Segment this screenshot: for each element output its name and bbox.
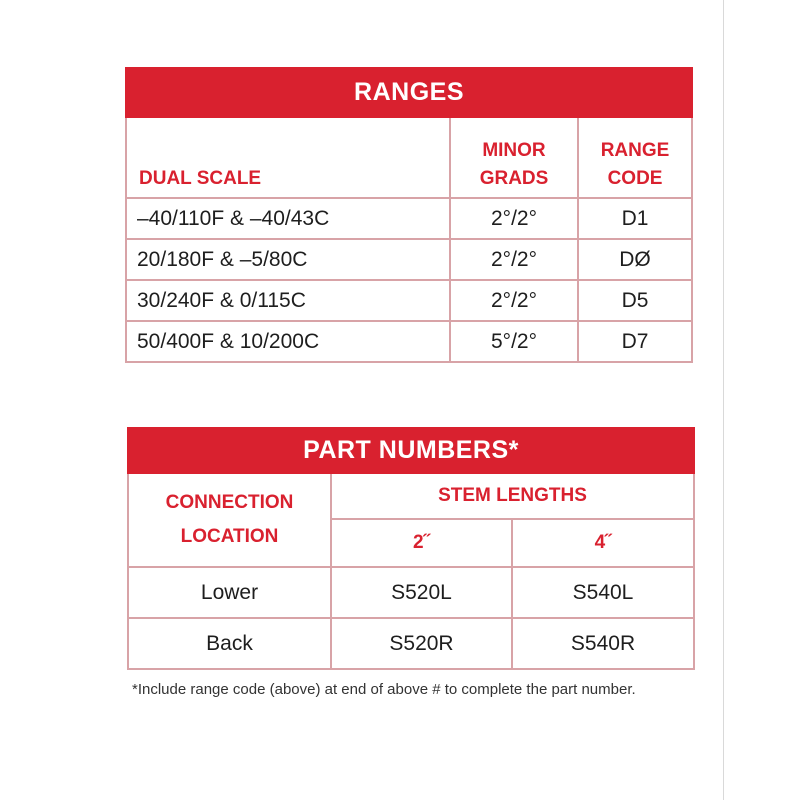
header-range-code [578,117,692,198]
header-stem-4: 4˝ [512,519,694,567]
dual-scale-cell: 50/400F & 10/200C [126,321,450,362]
part-number-cell: S520L [331,567,512,618]
part-numbers-header-row [128,473,694,519]
table-row [128,567,694,618]
header-range-code-line1: RANGE [600,140,670,161]
ranges-table [125,67,693,363]
ranges-title: RANGES [126,68,692,117]
table-row [126,198,692,239]
header-connection-line2: LOCATION [180,526,279,547]
header-connection-line1: CONNECTION [165,492,294,513]
part-numbers-table [127,427,695,670]
table-row [126,321,692,362]
minor-grads-cell: 2°/2° [450,280,578,321]
page-edge-line [723,0,724,800]
minor-grads-cell: 5°/2° [450,321,578,362]
header-connection-location [128,473,331,567]
table-row [126,280,692,321]
header-minor-grads [450,117,578,198]
location-cell: Lower [128,567,331,618]
header-range-code-line2: CODE [607,168,663,189]
footnote: *Include range code (above) at end of above # to complete the part number. [132,681,636,698]
part-number-cell: S520R [331,618,512,669]
part-numbers-title: PART NUMBERS* [128,428,694,473]
part-number-cell: S540L [512,567,694,618]
header-dual-scale: DUAL SCALE [126,117,450,198]
range-code-cell: D1 [578,198,692,239]
range-code-cell: D7 [578,321,692,362]
header-stem-2: 2˝ [331,519,512,567]
dual-scale-cell: 20/180F & –5/80C [126,239,450,280]
range-code-cell: D5 [578,280,692,321]
dual-scale-cell: –40/110F & –40/43C [126,198,450,239]
minor-grads-cell: 2°/2° [450,239,578,280]
range-code-cell: DØ [578,239,692,280]
table-row [128,618,694,669]
ranges-header-row [126,117,692,198]
table-row [126,239,692,280]
minor-grads-cell: 2°/2° [450,198,578,239]
header-stem-lengths: STEM LENGTHS [331,473,694,519]
part-number-cell: S540R [512,618,694,669]
header-minor-grads-line1: MINOR [482,140,546,161]
header-minor-grads-line2: GRADS [479,168,549,189]
location-cell: Back [128,618,331,669]
dual-scale-cell: 30/240F & 0/115C [126,280,450,321]
